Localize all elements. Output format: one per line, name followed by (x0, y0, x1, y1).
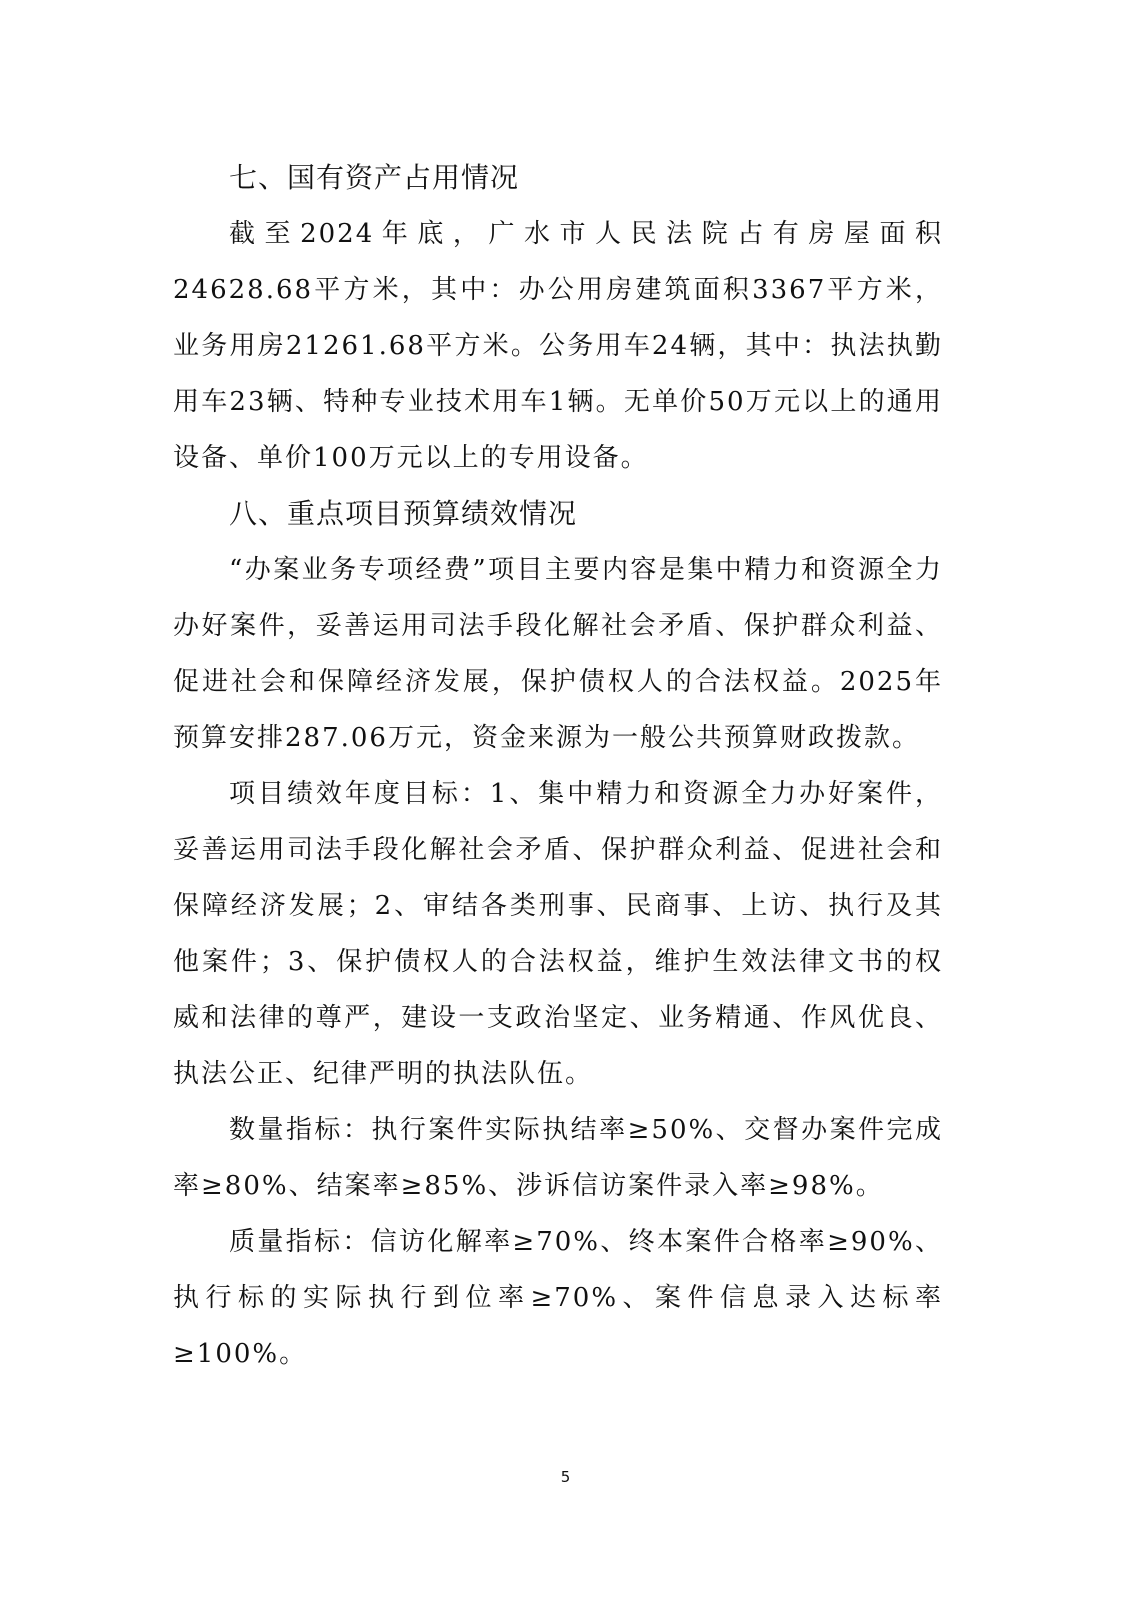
page-number: 5 (560, 1468, 571, 1486)
page-content (173, 150, 943, 1382)
paragraph-assets: 截至2024年底，广水市人民法院占有房屋面积24628.68平方米，其中：办公用房建筑面积3367平方米，业务用房21261.68平方米。公务用车24辆，其中：执法执勤用车23辆、特种专业技术用车1辆。无单价50万元以上的通用设备、单价100万元以上的专用设备。 (173, 219, 943, 473)
paragraph-quality-indicators: 质量指标：信访化解率≥70%、终本案件合格率≥90%、执行标的实际执行到位率≥70%、案件信息录入达标率≥100%。 (173, 1227, 943, 1369)
paragraph-annual-goals: 项目绩效年度目标：1、集中精力和资源全力办好案件，妥善运用司法手段化解社会矛盾、保护群众利益、促进社会和保障经济发展；2、审结各类刑事、民商事、上访、执行及其他案件；3、保护债权人的合法权益，维护生效法律文书的权威和法律的尊严，建设一支政治坚定、业务精通、作风优良、执法公正、纪律严明的执法队伍。 (173, 779, 943, 1089)
paragraph-project-overview: “办案业务专项经费”项目主要内容是集中精力和资源全力办好案件，妥善运用司法手段化解社会矛盾、保护群众利益、促进社会和保障经济发展，保护债权人的合法权益。2025年预算安排287.06万元，资金来源为一般公共预算财政拨款。 (173, 555, 943, 753)
paragraph-quantity-indicators: 数量指标：执行案件实际执结率≥50%、交督办案件完成率≥80%、结案率≥85%、涉诉信访案件录入率≥98%。 (173, 1115, 943, 1201)
section-heading-performance: 八、重点项目预算绩效情况 (229, 497, 578, 530)
section-heading-assets: 七、国有资产占用情况 (229, 161, 520, 194)
